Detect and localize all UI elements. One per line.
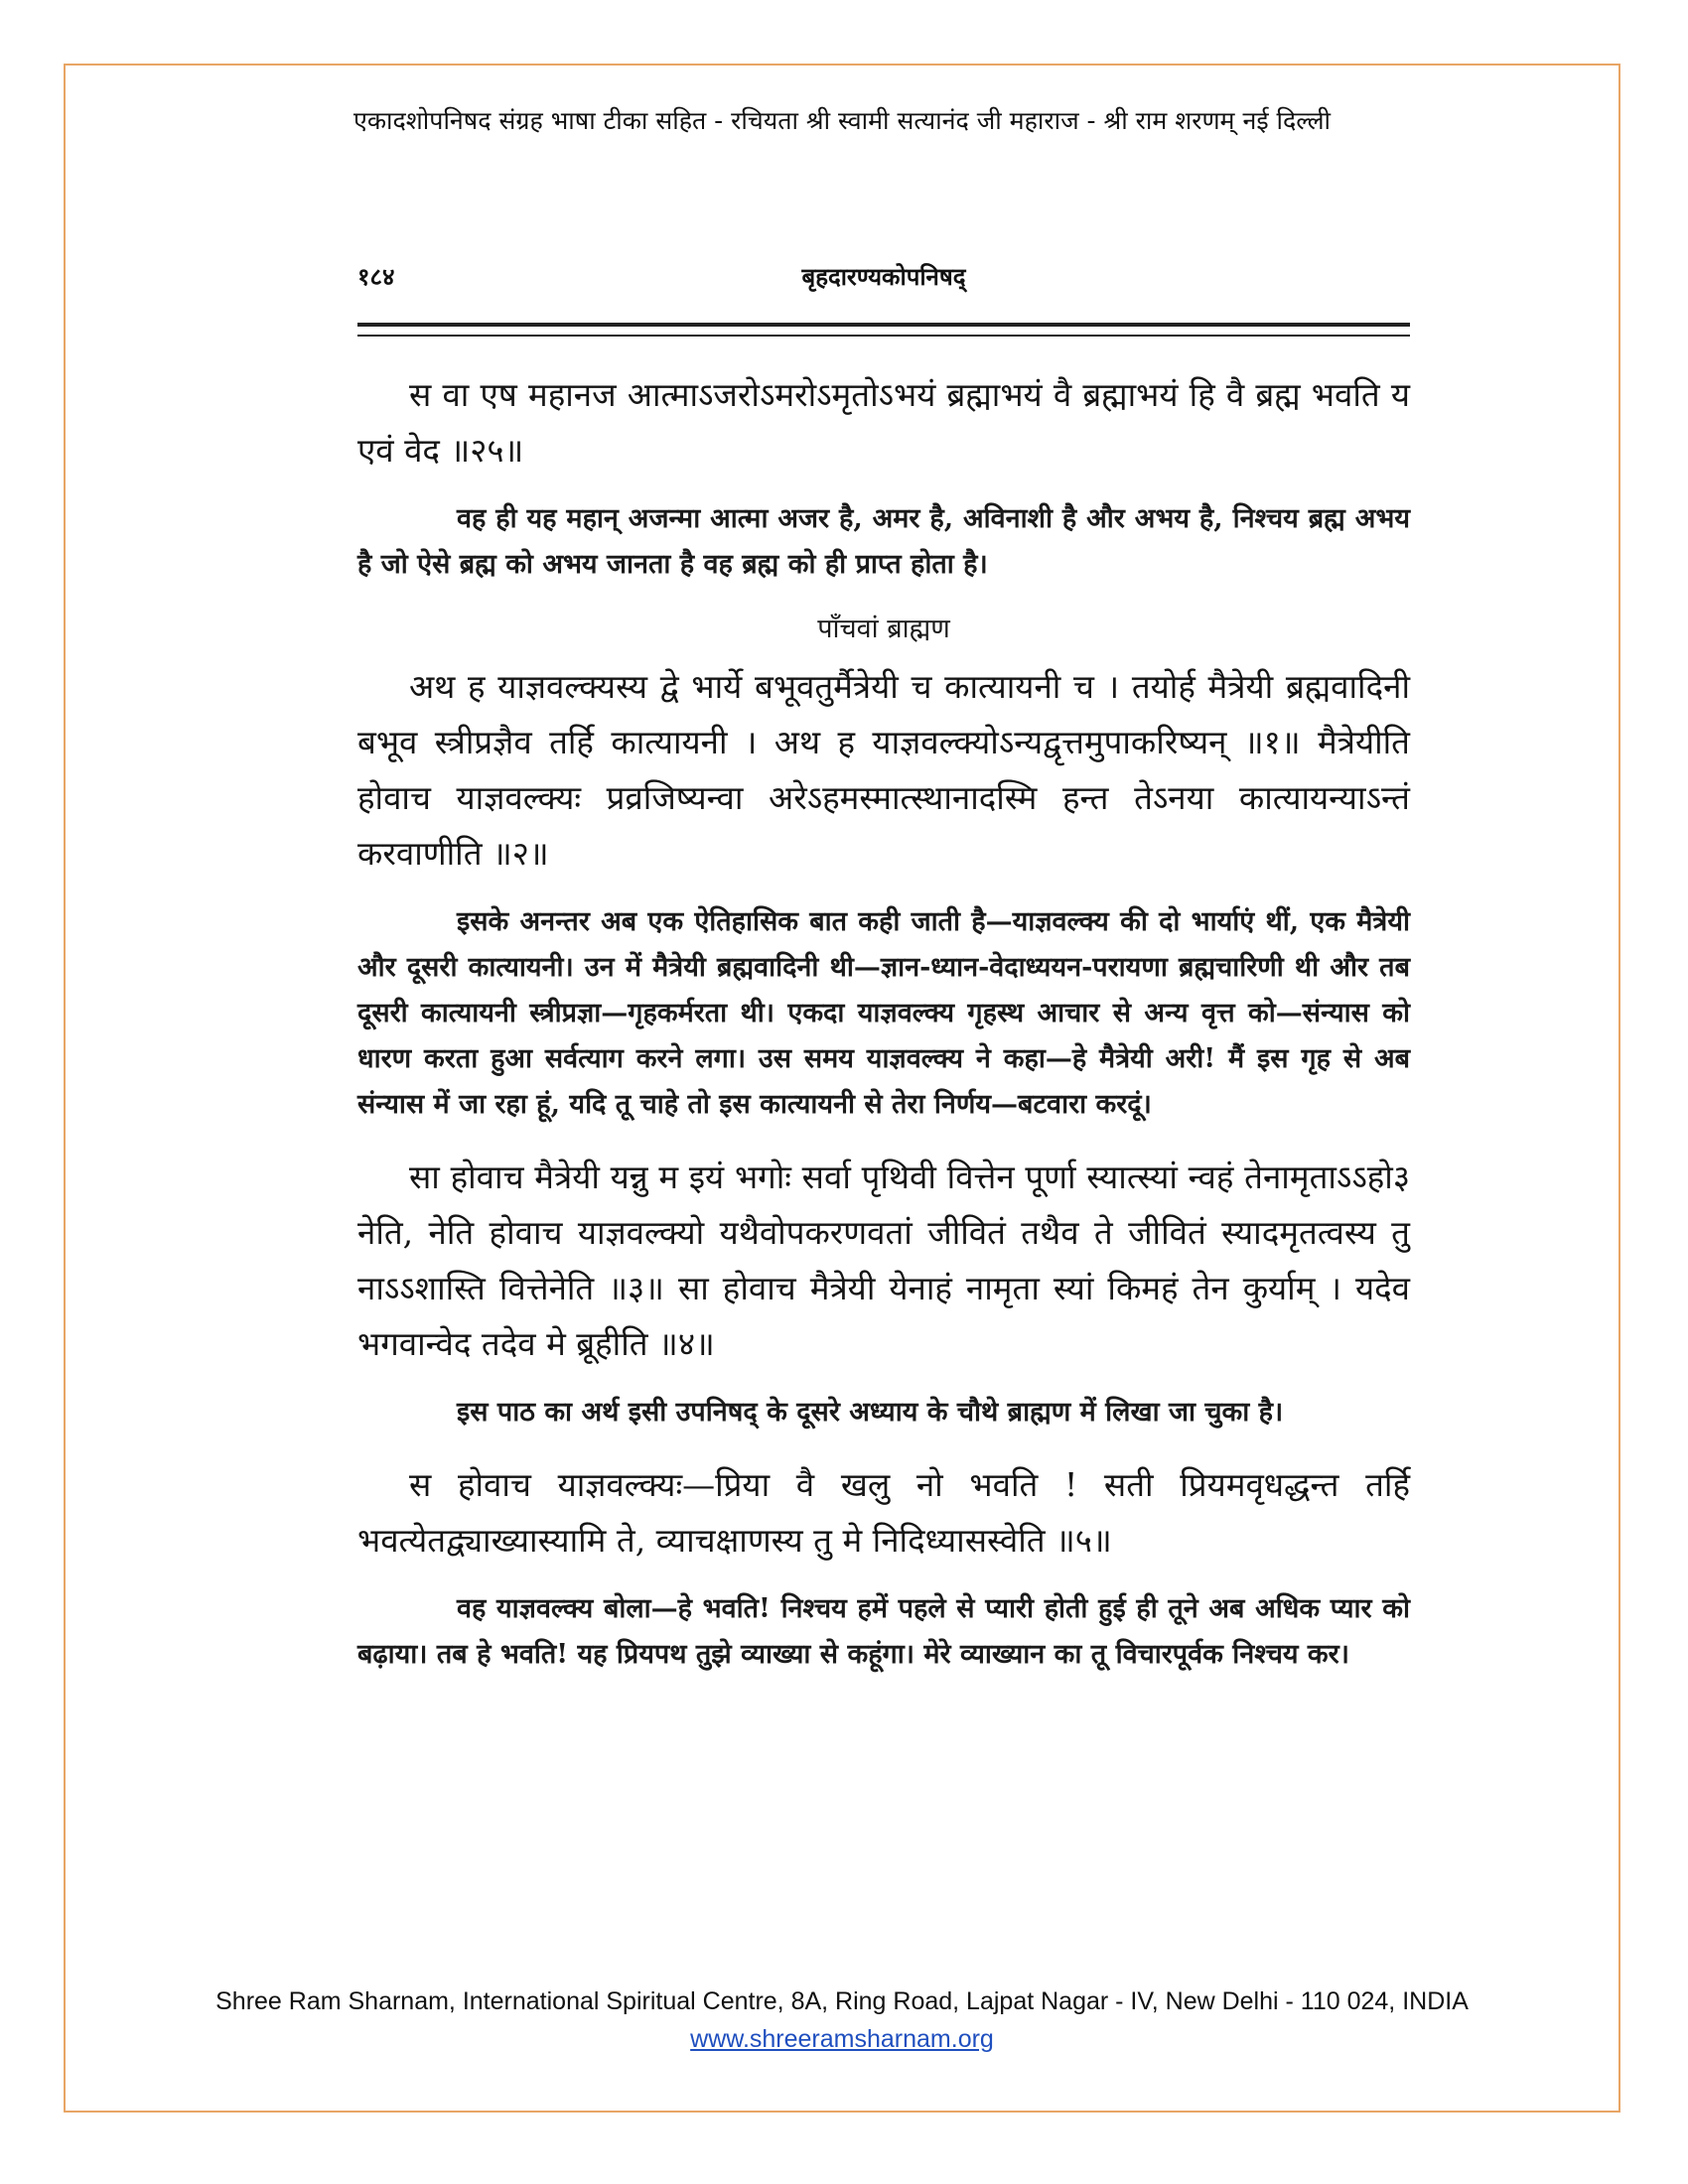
commentary-1-2: इसके अनन्तर अब एक ऐतिहासिक बात कही जाती है—याज्ञवल्क्य की दो भार्याएं थीं, एक मैत्रेयी और दूसरी कात्यायनी। उन में मैत्रेयी ब्रह्मवादिनी थी—ज्ञान-ध्यान-वेदाध्ययन-परायणा ब्रह्मचारिणी थी और तब दूसरी कात्यायनी स्त्रीप्रज्ञा—गृहकर्मरता थी। एकदा याज्ञवल्क्य गृहस्थ आचार से अन्य वृत्त को—संन्यास को धारण करता हुआ सर्वत्याग करने लगा। उस समय याज्ञवल्क्य ने कहा—हे मैत्रेयी अरी! मैं इस गृह से अब संन्यास में जा रहा हूं, यदि तू चाहे तो इस कात्यायनी से तेरा निर्णय—बटवारा करदूं। [357,906,1410,1120]
footer-website [64,2025,1620,2054]
verse-3-4: सा होवाच मैत्रेयी यन्नु म इयं भगोः सर्वा पृथिवी वित्तेन पूर्णा स्यात्स्यां न्वहं तेनामृताऽऽहो३ नेति, नेति होवाच याज्ञवल्क्यो यथैवोपकरणवतां जीवितं तथैव ते जीवितं स्यादमृतत्वस्य तु नाऽऽशास्ति वित्तेनेति ॥३॥ सा होवाच मैत्रेयी येनाहं नामृता स्यां किमहं तेन कुर्याम् । यदेव भगवान्वेद तदेव मे ब्रूहीति ॥४॥ [357,1158,1410,1363]
website-link[interactable]: www.shreeramsharnam.org [690,2025,994,2053]
verse-5: स होवाच याज्ञवल्क्यः—प्रिया वै खलु नो भवति ! सती प्रियमवृधद्धन्त तर्हि भवत्येतद्व्याख्यास्यामि ते, व्याचक्षाणस्य तु मे निदिध्यासस्वेति ॥५॥ [357,1465,1410,1560]
header-rule-thick [357,323,1410,327]
verse-25: स वा एष महानज आत्माऽजरोऽमरोऽमृतोऽभयं ब्रह्माभयं वै ब्रह्माभयं हि वै ब्रह्म भवति य एवं वेद ॥२५॥ [357,375,1410,470]
section-heading: पाँचवां ब्राह्मण [817,614,950,644]
page-header: एकादशोपनिषद संग्रह भाषा टीका सहित - रचियता श्री स्वामी सत्यानंद जी महाराज - श्री राम शरणम् नई दिल्ली [353,106,1331,135]
commentary-5: वह याज्ञवल्क्य बोला—हे भवति! निश्चय हमें पहले से प्यारी होती हुई ही तूने अब अधिक प्यार को बढ़ाया। तब हे भवति! यह प्रियपथ तुझे व्याख्या से कहूंगा। मेरे व्याख्यान का तू विचारपूर्वक निश्चय कर। [357,1593,1410,1670]
commentary-3-4: इस पाठ का अर्थ इसी उपनिषद् के दूसरे अध्याय के चौथे ब्राह्मण में लिखा जा चुका है। [457,1397,1284,1428]
page-content [357,367,1410,1700]
commentary-25: वह ही यह महान् अजन्मा आत्मा अजर है, अमर है, अविनाशी है और अभय है, निश्चय ब्रह्म अभय है जो ऐसे ब्रह्म को अभय जानता है वह ब्रह्म को ही प्राप्त होता है। [357,503,1410,580]
page-number: १८४ [357,262,395,291]
verse-1-2: अथ ह याज्ञवल्क्यस्य द्वे भार्ये बभूवतुर्मैत्रेयी च कात्यायनी च । तयोर्ह मैत्रेयी ब्रह्मवादिनी बभूव स्त्रीप्रज्ञैव तर्हि कात्यायनी । अथ ह याज्ञवल्क्योऽन्यद्वृत्तमुपाकरिष्यन् ॥१॥ मैत्रेयीति होवाच याज्ञवल्क्यः प्रव्रजिष्यन्वा अरेऽहमस्मात्स्थानादस्मि हन्त तेऽनया कात्यायन्याऽन्तं करवाणीति ॥२॥ [357,667,1410,873]
running-head [357,260,1410,300]
running-title: बृहदारण्यकोपनिषद् [801,262,966,291]
header-rule-thin [357,335,1410,337]
footer-address: Shree Ram Sharnam, International Spiritual Centre, 8A, Ring Road, Lajpat Nagar - IV, New Delhi - 110 024, INDIA [215,1987,1469,2015]
